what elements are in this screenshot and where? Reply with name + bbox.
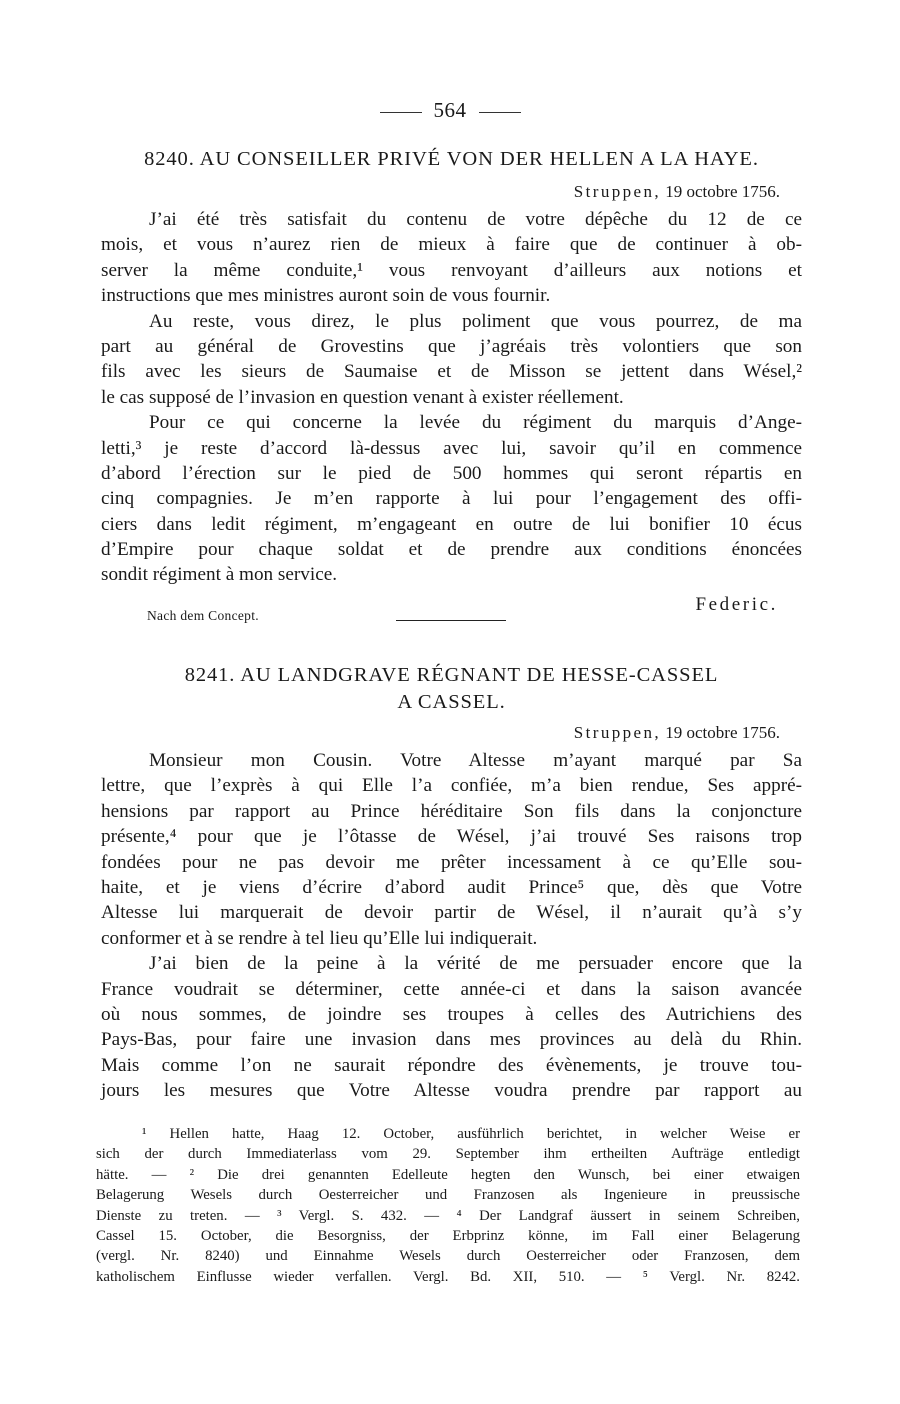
footnote-line: sich der durch Immediaterlass vom 29. September ihm ertheilten Aufträge entledigt <box>96 1146 800 1163</box>
letter-8240-body <box>101 207 802 588</box>
body-line: d’Empire pour chaque soldat et de prendre aux conditions énoncées <box>101 539 802 561</box>
letter-8240 <box>101 146 802 623</box>
body-line: lettre, que l’exprès à qui Elle l’a confiée, m’a bien rendue, Ses appré- <box>101 775 802 797</box>
footnote-line: hätte. — ² Die drei genannten Edelleute hegten den Wunsch, bei einer etwaigen <box>96 1166 800 1183</box>
letter-8240-date: 19 octobre 1756. <box>665 182 780 201</box>
body-line: Monsieur mon Cousin. Votre Altesse m’ayant marqué par Sa <box>149 750 802 771</box>
signature: Federic. <box>695 593 778 615</box>
body-line: Au reste, vous direz, le plus poliment que vous pourrez, de ma <box>149 310 802 332</box>
body-line: où nous sommes, de joindre ses troupes à celles des Autrichiens des <box>101 1003 802 1025</box>
source-note: Nach dem Concept. <box>147 607 259 623</box>
letter-8241-body <box>101 748 802 1103</box>
letter-8241-date: 19 octobre 1756. <box>665 723 780 742</box>
footnote-line: Belagerung Wesels durch Oesterreicher und Franzosen als Ingenieure in preussische <box>96 1187 800 1204</box>
body-line: Pays-Bas, pour faire une invasion dans mes provinces au delà du Rhin. <box>101 1029 802 1051</box>
letter-8241 <box>101 662 802 1103</box>
body-line: J’ai été très satisfait du contenu de votre dépêche du 12 de ce <box>149 209 802 230</box>
footnote-line: Dienste zu treten. — ³ Vergl. S. 432. — ⁴ Der Landgraf äussert in seinem Schreiben, <box>96 1207 800 1224</box>
letter-8241-dateline <box>101 722 802 744</box>
header-dash-right <box>479 112 521 113</box>
body-line: jours les mesures que Votre Altesse voudra prendre par rapport au <box>101 1080 802 1102</box>
body-line: ciers dans ledit régiment, m’engageant en outre de lui bonifier 10 écus <box>101 513 802 535</box>
body-line: conformer et à se rendre à tel lieu qu’Elle lui indiquerait. <box>101 927 538 949</box>
body-line: part au général de Grovestins que j’agréais très volontiers que son <box>101 335 802 357</box>
letter-8240-place: Struppen, <box>573 182 662 201</box>
section-divider <box>396 620 506 621</box>
footnote-line: katholischem Einflusse wieder verfallen. Vergl. Bd. XII, 510. — ⁵ Vergl. Nr. 8242. <box>96 1268 800 1285</box>
letter-8240-title: 8240. AU CONSEILLER PRIVÉ VON DER HELLEN A LA HAYE. <box>144 148 759 170</box>
body-line: le cas supposé de l’invasion en question venant à exister réellement. <box>101 386 624 408</box>
letter-8241-title-line2: A CASSEL. <box>397 691 506 713</box>
body-line: Pour ce qui concerne la levée du régiment du marquis d’Ange- <box>149 412 802 434</box>
signoff-row <box>101 588 802 623</box>
body-line: server la même conduite,¹ vous renvoyant d’ailleurs aux notions et <box>101 259 802 281</box>
footnote-line: (vergl. Nr. 8240) und Einnahme Wesels durch Oesterreicher oder Franzosen, dem <box>96 1248 800 1265</box>
body-line: Mais comme l’on ne saurait répondre des évènements, je trouve tou- <box>101 1054 802 1076</box>
body-line: présente,⁴ pour que je l’ôtasse de Wésel, j’ai trouvé Ses raisons trop <box>101 826 802 848</box>
body-line: France voudrait se déterminer, cette année-ci et dans la saison avancée <box>101 978 802 1000</box>
body-line: mois, et vous n’aurez rien de mieux à faire que de continuer à ob- <box>101 234 802 256</box>
body-line: d’abord l’érection sur le pied de 500 hommes qui seront répartis en <box>101 462 802 484</box>
footnote-line: ¹ Hellen hatte, Haag 12. October, ausführlich berichtet, in welcher Weise er <box>142 1126 800 1142</box>
body-line: instructions que mes ministres auront soin de vous fournir. <box>101 285 551 307</box>
body-line: J’ai bien de la peine à la vérité de me persuader encore que la <box>149 953 802 975</box>
page-number: 564 <box>433 98 467 122</box>
footnotes <box>96 1124 800 1287</box>
letter-8241-title-line1: 8241. AU LANDGRAVE RÉGNANT DE HESSE-CASSEL <box>184 664 719 686</box>
body-line: sondit régiment à mon service. <box>101 564 338 586</box>
header-dash-left <box>380 112 422 113</box>
body-line: haite, et je viens d’écrire d’abord audit Prince⁵ que, dès que Votre <box>101 876 802 898</box>
letter-8241-place: Struppen, <box>573 723 662 742</box>
body-line: cinq compagnies. Je m’en rapporte à lui pour l’engagement des offi- <box>101 488 802 510</box>
page-header <box>0 98 900 123</box>
body-line: hensions par rapport au Prince héréditaire Son fils dans la conjoncture <box>101 800 802 822</box>
body-line: letti,³ je reste d’accord là-dessus avec lui, savoir qu’il en commence <box>101 437 802 459</box>
body-line: Altesse lui marquerait de devoir partir de Wésel, il n’aurait qu’à s’y <box>101 902 802 924</box>
letter-8240-dateline <box>101 181 802 203</box>
footnote-line: Cassel 15. October, die Besorgniss, der Erbprinz könne, im Fall einer Belagerung <box>96 1227 800 1244</box>
body-line: fils avec les sieurs de Saumaise et de Misson se jettent dans Wésel,² <box>101 361 802 383</box>
body-line: fondées pour ne pas devoir me prêter incessament à ce qu’Elle sou- <box>101 851 802 873</box>
